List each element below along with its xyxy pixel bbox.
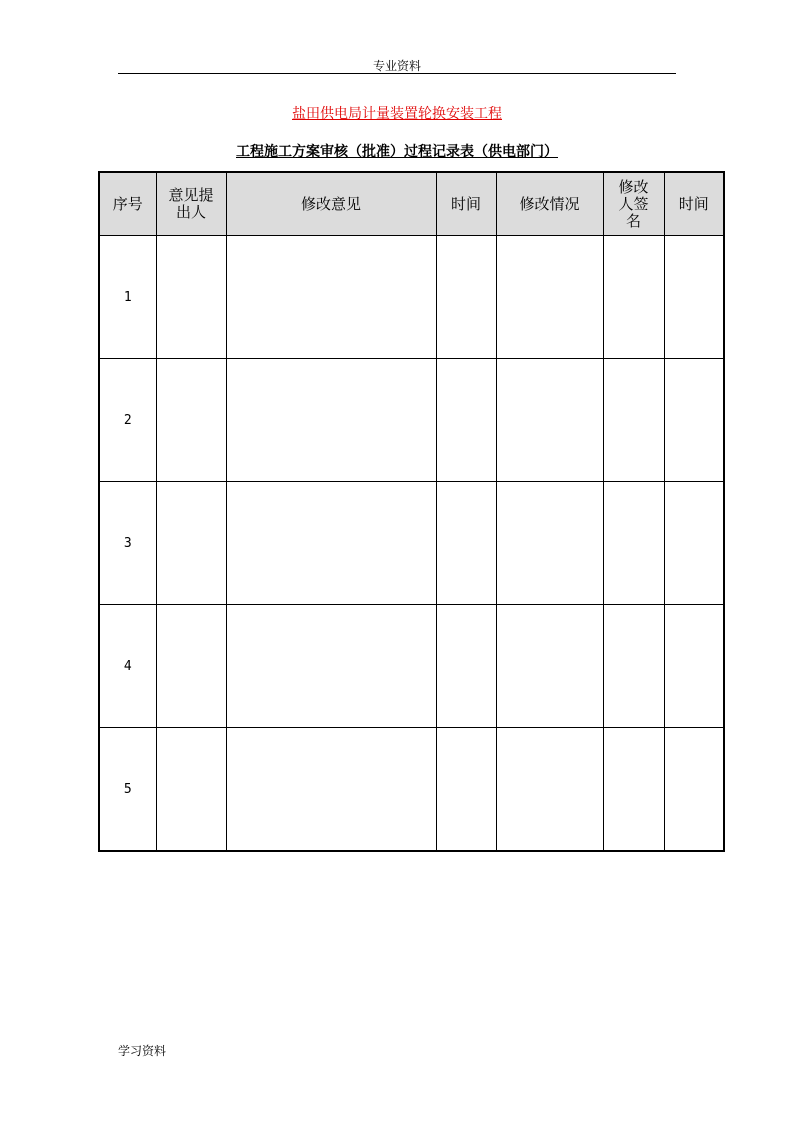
column-header-revision-status: 修改情况 — [496, 172, 603, 236]
project-title: 盐田供电局计量装置轮换安装工程 — [292, 106, 502, 122]
table-row — [99, 605, 724, 728]
table-header-row — [99, 172, 724, 236]
table-row — [99, 728, 724, 852]
row-number: 2 — [99, 359, 156, 482]
opinion-cell[interactable] — [226, 236, 436, 359]
record-table — [98, 171, 725, 852]
time-cell-2[interactable] — [664, 359, 724, 482]
opinion-cell[interactable] — [226, 359, 436, 482]
table-row — [99, 236, 724, 359]
column-header-seq: 序号 — [99, 172, 156, 236]
column-header-time: 时间 — [436, 172, 496, 236]
row-number: 4 — [99, 605, 156, 728]
header-divider — [118, 73, 676, 74]
time-cell-2[interactable] — [664, 605, 724, 728]
signature-cell[interactable] — [603, 359, 664, 482]
form-title: 工程施工方案审核（批准）过程记录表（供电部门） — [236, 144, 558, 160]
opinion-cell[interactable] — [226, 482, 436, 605]
signature-cell[interactable] — [603, 236, 664, 359]
signature-cell[interactable] — [603, 728, 664, 852]
opinion-cell[interactable] — [226, 605, 436, 728]
time-cell[interactable] — [436, 236, 496, 359]
table-row — [99, 482, 724, 605]
time-cell[interactable] — [436, 605, 496, 728]
page-header: 专业资料 — [372, 59, 421, 73]
column-header-opinion: 修改意见 — [226, 172, 436, 236]
proposer-cell[interactable] — [156, 359, 226, 482]
proposer-cell[interactable] — [156, 605, 226, 728]
proposer-cell[interactable] — [156, 482, 226, 605]
row-number: 5 — [99, 728, 156, 852]
time-cell[interactable] — [436, 359, 496, 482]
revision-status-cell[interactable] — [496, 236, 603, 359]
row-number: 1 — [99, 236, 156, 359]
time-cell-2[interactable] — [664, 482, 724, 605]
column-header-time-2: 时间 — [664, 172, 724, 236]
table-row — [99, 359, 724, 482]
time-cell[interactable] — [436, 728, 496, 852]
opinion-cell[interactable] — [226, 728, 436, 852]
signature-cell[interactable] — [603, 605, 664, 728]
column-header-reviser-signature: 修改人签名 — [603, 172, 664, 236]
time-cell-2[interactable] — [664, 728, 724, 852]
signature-cell[interactable] — [603, 482, 664, 605]
revision-status-cell[interactable] — [496, 605, 603, 728]
revision-status-cell[interactable] — [496, 728, 603, 852]
proposer-cell[interactable] — [156, 236, 226, 359]
column-header-proposer: 意见提出人 — [156, 172, 226, 236]
proposer-cell[interactable] — [156, 728, 226, 852]
page-footer: 学习资料 — [118, 1044, 167, 1058]
row-number: 3 — [99, 482, 156, 605]
revision-status-cell[interactable] — [496, 482, 603, 605]
revision-status-cell[interactable] — [496, 359, 603, 482]
time-cell-2[interactable] — [664, 236, 724, 359]
time-cell[interactable] — [436, 482, 496, 605]
